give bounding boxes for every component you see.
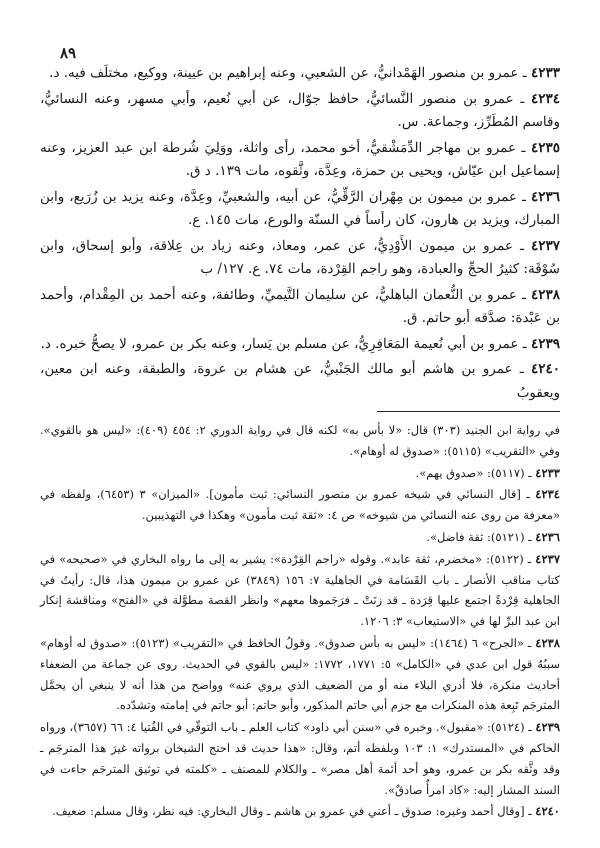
footnote-number: ٤٢٣٧ — [535, 551, 561, 566]
footnote-text: ـ (٥١٢٤): «مقبول». وخبره في «سنن أبي داود» كتاب العلم ـ باب التوقّي في الفُتيا ٤: ٦٦ (٣٦٥٧)، ورواه الحاكم في «المستدرك» ١: ١٠٣ وبلفظه أتم، وقال: «هذا حديث قد احتج الشيخان برواته غيرَ هذا المترجَم ـ وقد وثَّقه بكر بن عمرو، وهو أحد أئمة أهل مصر» ـ والكلام للمصنف ـ «كلمته في توثيق المترجَم جاءت في السند المشار إليه: «كاد امرأٌ صادقٌ». — [40, 720, 560, 797]
main-text — [40, 62, 560, 407]
entry — [40, 186, 560, 233]
footnote-text: ـ (٥١١٧): «صدوق يهم». — [415, 465, 532, 480]
entry-text: ـ عمرو بن أبي نُعيمة المَعَافِرِيُّ، عن مسلم بن يَسار، وعنه بكر بن عمرو، لا يصحُّ خبره. د. — [40, 335, 527, 352]
entry — [40, 235, 560, 282]
footnote-divider — [377, 411, 560, 412]
entry-text: ـ عمرو بن منصور النَّسائيُّ، حافظ جوّال، عن أبي نُعيم، وأبي مسهر، وعنه النسائيُّ، وقاسم المُطَرِّز، وجماعة. س. — [40, 90, 560, 130]
footnote-number: ٤٢٣٣ — [535, 465, 560, 480]
footnote — [40, 463, 560, 484]
entry-text: ـ عمرو بن مهاجر الدِّمَشْقيُّ، أخو محمد، رأى واثلة، ووَلِيَ شُرطة ابن عبد العزيز، وعنه إسماعيل ابن عيّاش، ويحيى بن حمزة، وعِدَّة، وثَّقوه، مات ١٣٩. د ق. — [40, 139, 560, 179]
footnote — [40, 801, 560, 822]
footnote — [40, 420, 560, 462]
entry — [40, 88, 560, 135]
page-number: ٨٩ — [60, 44, 77, 62]
footnote — [40, 717, 560, 800]
entry — [40, 284, 560, 331]
footnote-text: ـ [وقال أحمد وغيره: صدوق ـ أعني في عمرو بن هاشم ـ وقال البخاري: فيه نظر، وقال مسلم: ضعيف. — [52, 804, 532, 819]
footnote — [40, 549, 560, 632]
entry-text: ـ عمرو بن هاشم أبو مالك الجَنْبيُّ، عن هشام بن عروة، والطبقة، وعنه ابن معين، ويعقوبُ — [40, 361, 560, 401]
entry — [40, 137, 560, 184]
entry-number: ٤٢٣٣ — [530, 65, 560, 81]
entry — [40, 358, 560, 405]
footnote-number: ٤٢٤٠ — [535, 804, 560, 819]
entry-text: ـ عمرو بن النُّعمان الباهليُّ، عن سليمان التَّيميِّ، وطائفة، وعنه أحمد بن المِقْدام، وأحمد بن عَبْدة: صدَّقه أبو حاتم. ق. — [40, 286, 560, 326]
footnote — [40, 633, 560, 716]
footnote — [40, 527, 560, 548]
footnote-number: ٤٢٣٨ — [535, 635, 560, 650]
footnote-text: ـ (٥١٢١): ثقة فاضل». — [426, 529, 532, 544]
entry-text: ـ عمرو بن منصور الهَمْدانيُّ، عن الشعبي، وعنه إبراهيم بن عيينة، ووكيع، مختلَف فيه. د. — [49, 65, 527, 81]
footnote-text: ـ «الجرح» ٦ (١٤٦٤): «ليس به بأس صدوق». وقولُ الحافظ في «التقريب» (٥١٢٣): «صدوق له أوهام» سببُهُ قول ابن عدي في «الكامل» ٥: ١٧٧١، ١٧٧٢: «ليس بالقوي في الحديث. روى عن جماعة من الضعفاء أحاديث منكرة، فلا أدري البلاء منه أو من الضعيف الذي يروي عنه» وواضح من هذا أنه لا ينبغي أن يحمَّل المترجَم تَبِعة هذه المنكرات مع جزم أبي حاتم المذكور، وأبو حاتم: أبو حاتم في إمامته وتشدّده. — [40, 635, 560, 713]
entry — [40, 62, 560, 86]
footnote-number: ٤٢٣٦ — [535, 529, 560, 544]
entry-number: ٤٢٣٨ — [530, 286, 560, 303]
entry-text: ـ عمرو بن ميمون الأَوْدِيُّ، عن عمر، ومعاذ، وعنه زياد بن عِلاقة، وأبو إسحاق، وابن سُوْقَة: كثيرُ الحجِّ والعبادة، وهو راجم القِرْدة، مات ٧٤. ع. ١٢٧/ ب — [40, 237, 560, 277]
entry-number: ٤٢٤٠ — [530, 361, 560, 377]
entry-number: ٤٢٣٩ — [530, 335, 560, 352]
footnote-number: ٤٢٣٩ — [535, 720, 561, 735]
entry-text: ـ عمرو بن ميمون بن مِهْران الرَّقِّيُّ، عن أبيه، والشعبيِّ، وعِدَّة، وعنه يزيد بن زُرَيع، وابن المبارك، ويزيد بن هارون، كان رأساً في السنّة والورع، مات ١٤٥. ع. — [40, 188, 560, 228]
footnotes — [40, 420, 560, 823]
footnote-text: ـ (٥١٢٢): «مخضرم، ثقة عابد». وقوله «راجم القِرْدة»: يشير به إلى ما رواه البخاري في «صحيحه» في كتاب مناقب الأنصار ـ باب القَسَامة في الجاهلية ٧: ١٥٦ (٣٨٤٩) عن عمرو بن ميمون هذا، قال: رأيتُ في الجاهلية قِرْدةً اجتمع عليها قِرَدة ـ قد زنَتْ ـ فرَجَموها معهم» وانظر القصة مطوَّلة في «الفتح» ومناقشة إنكار ابن عبد البرِّ لها في «الاستيعاب» ٣: ١٢٠٦. — [40, 551, 560, 629]
footnote-text: ـ [قال النسائي في شيخه عمرو بن منصور النسائي: ثبت مأمون]. «الميزان» ٣ (٦٤٥٣)، ولفظه في «معرفة من روى عنه النسائي من شيوخه» ص ٤: «ثقة ثبت مأمون» وهكذا في التهذيبين. — [40, 487, 560, 523]
entry-number: ٤٢٣٧ — [530, 237, 560, 254]
entry-number: ٤٢٣٥ — [530, 139, 560, 156]
footnote — [40, 484, 560, 526]
footnote-text: في رواية ابن الجنيد (٣٠٣) قال: «لا بأس به» لكنه قال في رواية الدوري ٢: ٤٥٤ (٤٠٩): «ليس هو بالقوي». وفي «التقريب» (٥١١٥): «صدوق له أوهام». — [40, 423, 560, 458]
footnote-number: ٤٢٣٤ — [535, 487, 560, 502]
entry-number: ٤٢٣٦ — [530, 188, 560, 205]
entry-number: ٤٢٣٤ — [530, 90, 560, 107]
entry — [40, 333, 560, 357]
